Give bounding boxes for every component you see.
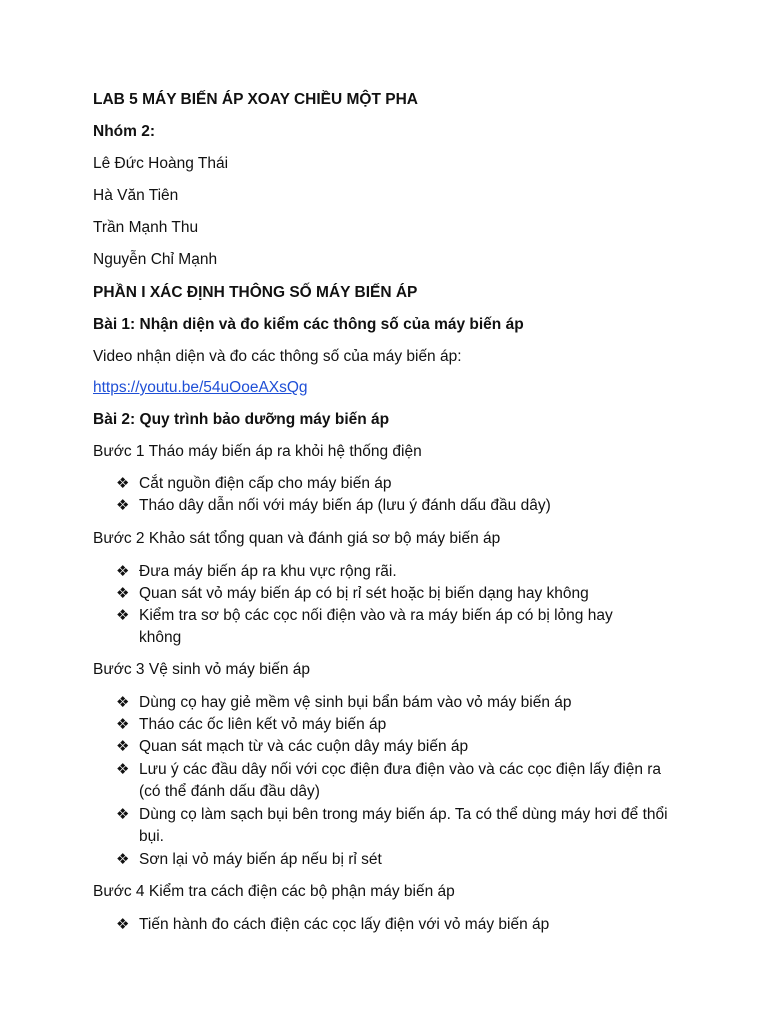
video-description: Video nhận diện và đo các thông số của máy biến áp: <box>93 348 462 365</box>
step-1-item: Tháo dây dẫn nối với máy biến áp (lưu ý đánh dấu đầu dây) <box>139 497 551 514</box>
member-name: Nguyễn Chỉ Mạnh <box>93 251 218 268</box>
step-3-item: Sơn lại vỏ máy biến áp nếu bị rỉ sét <box>139 851 382 868</box>
step-2-item: Quan sát vỏ máy biến áp có bị rỉ sét hoặc bị biến dạng hay không <box>139 585 589 602</box>
step-3-item: Lưu ý các đầu dây nối với cọc điện đưa điện vào và các cọc điện lấy điện ra (có thể đánh dấu đầu dây) <box>139 761 662 800</box>
diamond-bullet-icon: ❖ <box>116 806 130 823</box>
group-label: Nhóm 2: <box>93 123 155 140</box>
diamond-bullet-icon: ❖ <box>116 738 130 755</box>
exercise-1-heading: Bài 1: Nhận diện và đo kiểm các thông số của máy biến áp <box>93 316 524 333</box>
member-name: Trần Mạnh Thu <box>93 219 199 236</box>
diamond-bullet-icon: ❖ <box>116 563 130 580</box>
member-name: Hà Văn Tiên <box>93 187 179 204</box>
diamond-bullet-icon: ❖ <box>116 475 130 492</box>
diamond-bullet-icon: ❖ <box>116 694 130 711</box>
step-3-item: Tháo các ốc liên kết vỏ máy biến áp <box>139 716 387 733</box>
step-2-item: Đưa máy biến áp ra khu vực rộng rãi. <box>139 563 397 580</box>
step-4-item: Tiến hành đo cách điện các cọc lấy điện với vỏ máy biến áp <box>139 916 550 933</box>
diamond-bullet-icon: ❖ <box>116 497 130 514</box>
step-1-title: Bước 1 Tháo máy biến áp ra khỏi hệ thống điện <box>93 443 422 460</box>
diamond-bullet-icon: ❖ <box>116 716 130 733</box>
part-heading: PHẦN I XÁC ĐỊNH THÔNG SỐ MÁY BIẾN ÁP <box>93 284 418 301</box>
diamond-bullet-icon: ❖ <box>116 761 130 778</box>
video-link[interactable]: https://youtu.be/54uOoeAXsQg <box>93 379 308 396</box>
diamond-bullet-icon: ❖ <box>116 851 130 868</box>
lab-title: LAB 5 MÁY BIẾN ÁP XOAY CHIỀU MỘT PHA <box>93 91 418 108</box>
step-2-title: Bước 2 Khảo sát tổng quan và đánh giá sơ bộ máy biến áp <box>93 530 501 547</box>
diamond-bullet-icon: ❖ <box>116 916 130 933</box>
member-name: Lê Đức Hoàng Thái <box>93 155 229 172</box>
exercise-2-heading: Bài 2: Quy trình bảo dưỡng máy biến áp <box>93 411 390 428</box>
step-1-item: Cắt nguồn điện cấp cho máy biến áp <box>139 475 392 492</box>
diamond-bullet-icon: ❖ <box>116 607 130 624</box>
diamond-bullet-icon: ❖ <box>116 585 130 602</box>
step-3-item: Dùng cọ hay giẻ mềm vệ sinh bụi bẩn bám vào vỏ máy biến áp <box>139 694 572 711</box>
step-4-title: Bước 4 Kiểm tra cách điện các bộ phận máy biến áp <box>93 883 455 900</box>
step-3-item: Dùng cọ làm sạch bụi bên trong máy biến áp. Ta có thể dùng máy hơi để thổi bụi. <box>139 806 668 845</box>
step-3-item: Quan sát mạch từ và các cuộn dây máy biến áp <box>139 738 469 755</box>
step-3-title: Bước 3 Vệ sinh vỏ máy biến áp <box>93 661 310 678</box>
step-2-item: Kiểm tra sơ bộ các cọc nối điện vào và ra máy biến áp có bị lỏng hay không <box>139 607 613 646</box>
